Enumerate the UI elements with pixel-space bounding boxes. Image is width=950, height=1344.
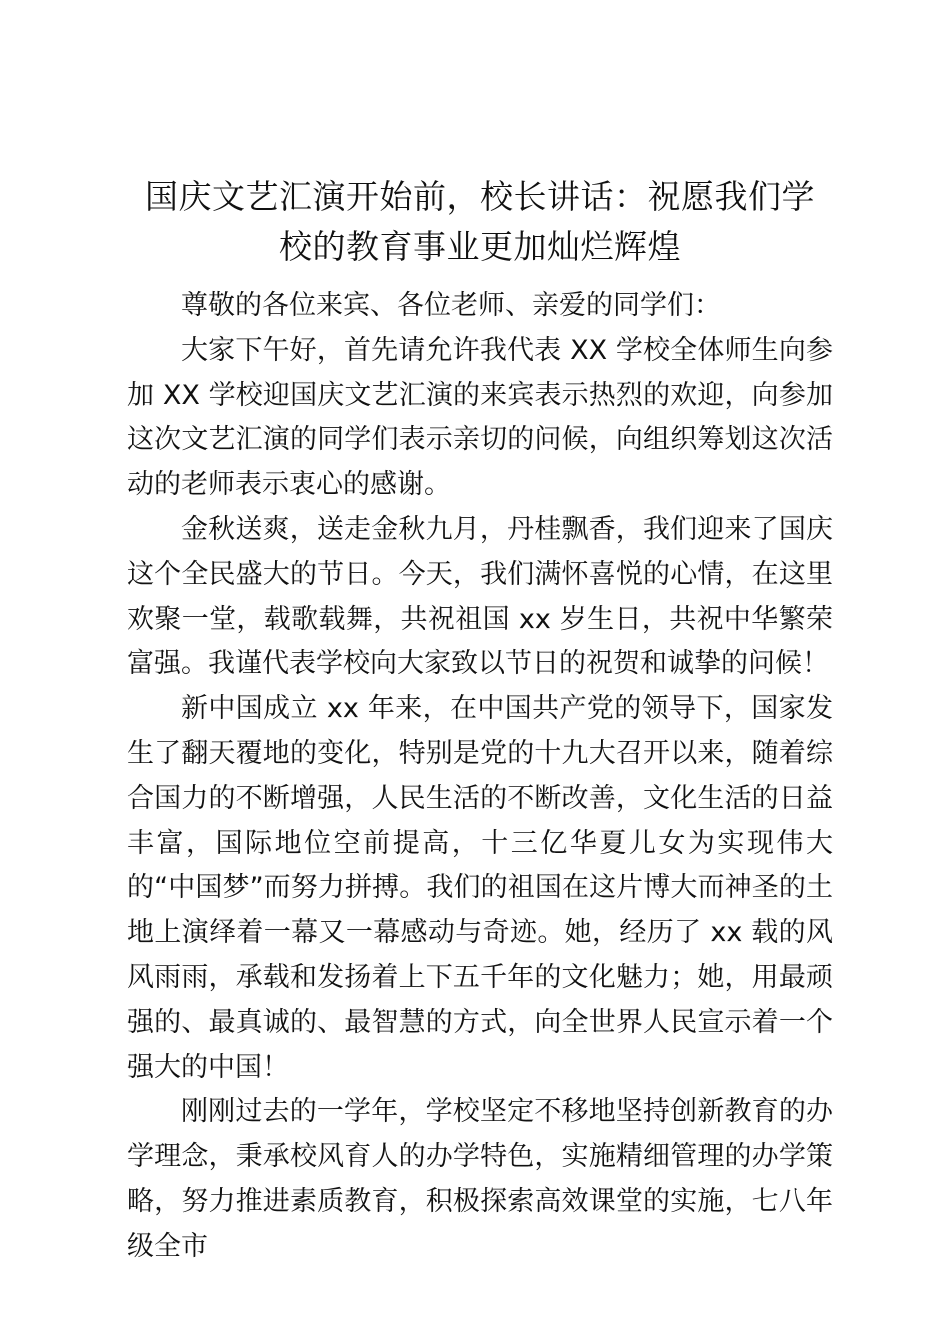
body-paragraph: 新中国成立 xx 年来，在中国共产党的领导下，国家发生了翻天覆地的变化，特别是党的十九大召开以来，随着综合国力的不断增强，人民生活的不断改善，文化生活的日益丰富，国际地位空前提高，十三亿华夏儿女为实现伟大的“中国梦”而努力拼搏。我们的祖国在这片博大而神圣的土地上演绎着一幕又一幕感动与奇迹。她，经历了 xx 载的风风雨雨，承载和发扬着上下五千年的文化魅力；她，用最顽强的、最真诚的、最智慧的方式，向全世界人民宣示着一个强大的中国！: [127, 693, 833, 1083]
document-body: [127, 284, 833, 1270]
title-line-1: 国庆文艺汇演开始前，校长讲话：祝愿我们学: [145, 177, 815, 216]
body-paragraph: 刚刚过去的一学年，学校坚定不移地坚持创新教育的办学理念，秉承校风育人的办学特色，实施精细管理的办学策略，努力推进素质教育，积极探索高效课堂的实施，七八年级全市: [127, 1096, 833, 1262]
body-paragraph: 大家下午好，首先请允许我代表 XX 学校全体师生向参加 XX 学校迎国庆文艺汇演的来宾表示热烈的欢迎，向参加这次文艺汇演的同学们表示亲切的问候，向组织筹划这次活动的老师表示衷心的感谢。: [127, 334, 833, 501]
body-paragraph: 金秋送爽，送走金秋九月，丹桂飘香，我们迎来了国庆这个全民盛大的节日。今天，我们满怀喜悦的心情，在这里欢聚一堂，载歌载舞，共祝祖国 xx 岁生日，共祝中华繁荣富强。我谨代表学校向大家致以节日的祝贺和诚挚的问候！: [127, 513, 833, 680]
document-title: [127, 172, 833, 272]
salutation-paragraph: 尊敬的各位来宾、各位老师、亲爱的同学们：: [181, 290, 721, 321]
title-line-2: 校的教育事业更加灿烂辉煌: [279, 227, 681, 266]
